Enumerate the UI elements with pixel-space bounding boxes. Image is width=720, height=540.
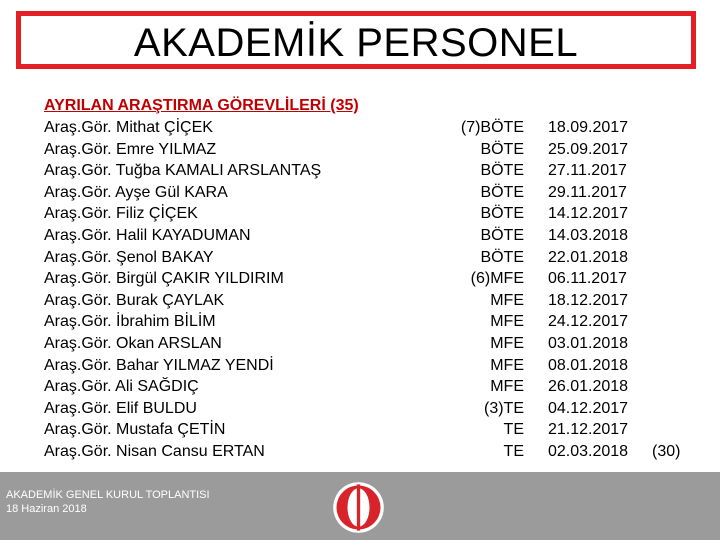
personnel-date: 03.01.2018 [548,335,629,352]
personnel-unit: (6)MFE [470,270,524,288]
personnel-date: 02.03.2018 [548,443,629,460]
personnel-unit: MFE [490,378,524,396]
personnel-unit: BÖTE [480,248,524,266]
personnel-unit: MFE [490,335,524,352]
personnel-date: 21.12.2017 [548,421,629,439]
university-logo-icon [331,480,386,535]
personnel-name: Araş.Gör. Şenol BAKAY [44,248,214,266]
personnel-date: 27.11.2017 [548,162,627,180]
personnel-date: 26.01.2018 [548,378,629,396]
slide-title: AKADEMİK PERSONEL [133,20,579,65]
personnel-unit: BÖTE [480,227,524,244]
total-count: (30) [652,443,681,460]
personnel-date: 25.09.2017 [548,140,629,158]
personnel-name: Araş.Gör. Ayşe Gül KARA [44,183,228,201]
personnel-name: Araş.Gör. Elif BULDU [44,399,197,417]
footer-text [6,488,210,516]
personnel-name: Araş.Gör. Burak ÇAYLAK [44,291,225,309]
personnel-unit: MFE [490,313,524,331]
personnel-unit: BÖTE [480,162,524,180]
personnel-date: 08.01.2018 [548,356,629,374]
personnel-unit: BÖTE [480,183,524,201]
personnel-name: Araş.Gör. İbrahim BİLİM [44,313,216,331]
section-heading: AYRILAN ARAŞTIRMA GÖREVLİLERİ (35) [44,97,359,114]
personnel-name: Araş.Gör. Okan ARSLAN [44,335,222,352]
personnel-date: 14.12.2017 [548,205,629,223]
personnel-name: Araş.Gör. Mustafa ÇETİN [44,421,226,439]
title-box [16,11,696,69]
personnel-unit: (3)TE [484,399,524,417]
personnel-unit: (7)BÖTE [460,119,524,136]
personnel-date: 24.12.2017 [548,313,629,331]
personnel-unit: TE [503,421,524,439]
personnel-unit: TE [503,443,524,460]
personnel-name: Araş.Gör. Nisan Cansu ERTAN [44,443,265,460]
personnel-name: Araş.Gör. Mithat ÇİÇEK [44,119,213,136]
personnel-date: 14.03.2018 [548,227,629,244]
personnel-date: 18.12.2017 [548,291,629,309]
personnel-name: Araş.Gör. Birgül ÇAKIR YILDIRIM [44,270,284,288]
footer-date: 18 Haziran 2018 [6,503,87,515]
personnel-name: Araş.Gör. Ali SAĞDIÇ [44,378,199,396]
personnel-name: Araş.Gör. Tuğba KAMALI ARSLANTAŞ [44,162,322,180]
personnel-name: Araş.Gör. Bahar YILMAZ YENDİ [44,356,274,374]
personnel-name: Araş.Gör. Filiz ÇİÇEK [44,205,198,223]
personnel-unit: MFE [490,291,524,309]
personnel-date: 29.11.2017 [548,183,627,201]
personnel-unit: BÖTE [480,140,524,158]
personnel-date: 22.01.2018 [548,248,629,266]
personnel-name: Araş.Gör. Halil KAYADUMAN [44,227,251,244]
personnel-unit: BÖTE [480,205,524,223]
personnel-unit: MFE [490,356,524,374]
personnel-date: 06.11.2017 [548,270,627,288]
personnel-name: Araş.Gör. Emre YILMAZ [44,140,217,158]
footer-meeting-name: AKADEMİK GENEL KURUL TOPLANTISI [6,489,210,501]
personnel-date: 18.09.2017 [548,119,629,136]
personnel-date: 04.12.2017 [548,399,629,417]
